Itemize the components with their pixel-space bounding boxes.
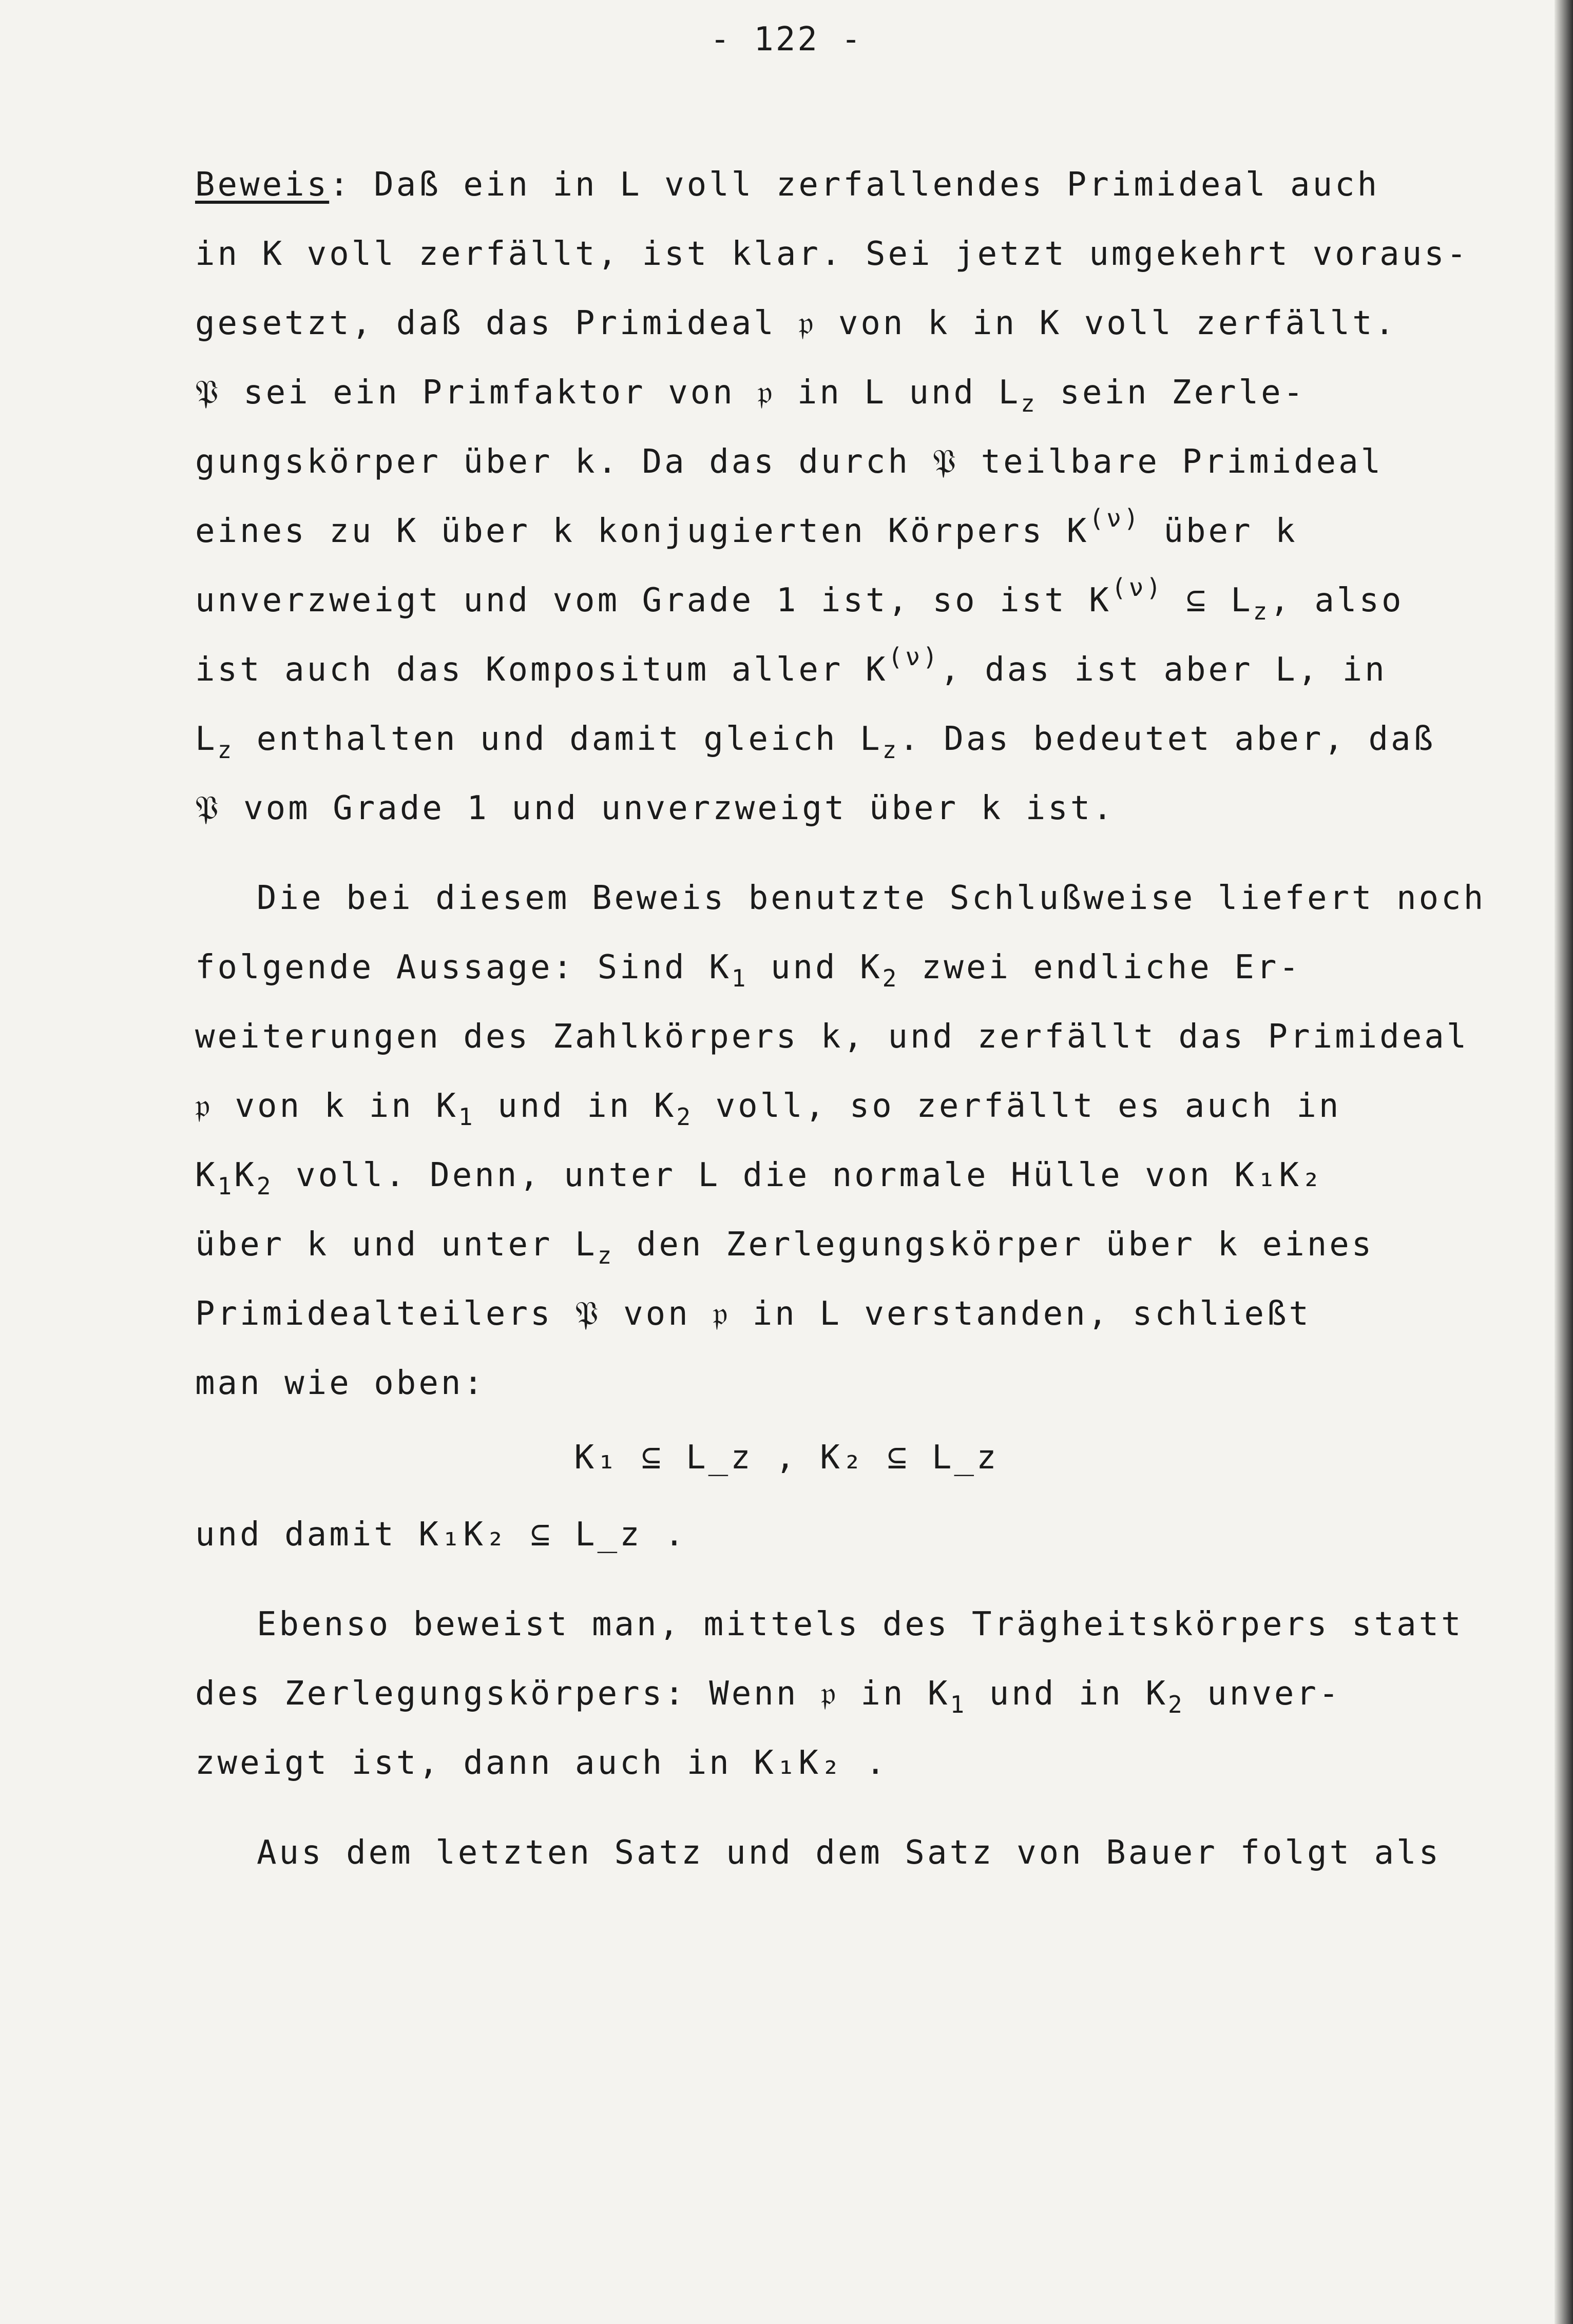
text-line: $K_1K_2$ voll. Denn, unter L die normale Hülle von K₁K₂ <box>195 1156 1324 1200</box>
text-line: Ebenso beweist man, mittels des Trägheitskörpers statt <box>257 1605 1464 1643</box>
page-edge-shadow <box>1555 0 1573 2324</box>
text-line: man wie oben: <box>195 1364 486 1402</box>
text-line: eines zu K über k konjugierten Körpers $K^{(\nu)}$ über k <box>195 504 1298 550</box>
text-line: zweigt ist, dann auch in K₁K₂ . <box>195 1744 888 1782</box>
text-line: 𝔓 vom Grade 1 und unverzweigt über k ist. <box>195 789 1115 827</box>
text-line: des Zerlegungskörpers: Wenn 𝔭 in $K_1$ und in $K_2$ unver- <box>195 1675 1341 1718</box>
text-line: in K voll zerfällt, ist klar. Sei jetzt umgekehrt voraus- <box>195 235 1469 273</box>
page-number: - 122 - <box>710 21 863 59</box>
text-line: über k und unter $L_z$ den Zerlegungskörper über k eines <box>195 1226 1374 1269</box>
text-line: 𝔭 von k in $K_1$ und in $K_2$ voll, so zerfällt es auch in <box>195 1087 1341 1131</box>
text-line: unverzweigt und vom Grade 1 ist, so ist $K^{(\nu)}$ ⊆ $L_z$, also <box>195 573 1404 625</box>
text-line: und damit K₁K₂ ⊆ L_z . <box>195 1516 687 1554</box>
text-line: Die bei diesem Beweis benutzte Schlußweise liefert noch <box>257 879 1486 917</box>
text-line: folgende Aussage: Sind $K_1$ und $K_2$ zwei endliche Er- <box>195 948 1301 992</box>
text-line: weiterungen des Zahlkörpers k, und zerfällt das Primideal <box>195 1018 1469 1056</box>
text-line: $L_z$ enthalten und damit gleich $L_z$. Das bedeutet aber, daß <box>195 720 1436 764</box>
text-line: Aus dem letzten Satz und dem Satz von Bauer folgt als <box>257 1834 1442 1872</box>
text-line: gesetzt, daß das Primideal 𝔭 von k in K voll zerfällt. <box>195 304 1397 342</box>
text-line: gungskörper über k. Da das durch 𝔓 teilbare Primideal <box>195 443 1384 481</box>
text-line: Beweis: Daß ein in L voll zerfallendes Primideal auch <box>195 166 1380 204</box>
text-line: Primidealteilers 𝔓 von 𝔭 in L verstanden, schließt <box>195 1295 1312 1333</box>
text-line: ist auch das Kompositum aller $K^{(\nu)}$, das ist aber L, in <box>195 643 1387 689</box>
text-line: 𝔓 sei ein Primfaktor von 𝔭 in L und $L_z$ sein Zerle- <box>195 374 1306 417</box>
display-formula: K₁ ⊆ L_z , K₂ ⊆ L_z <box>574 1439 999 1477</box>
beweis-label: Beweis <box>195 166 330 204</box>
